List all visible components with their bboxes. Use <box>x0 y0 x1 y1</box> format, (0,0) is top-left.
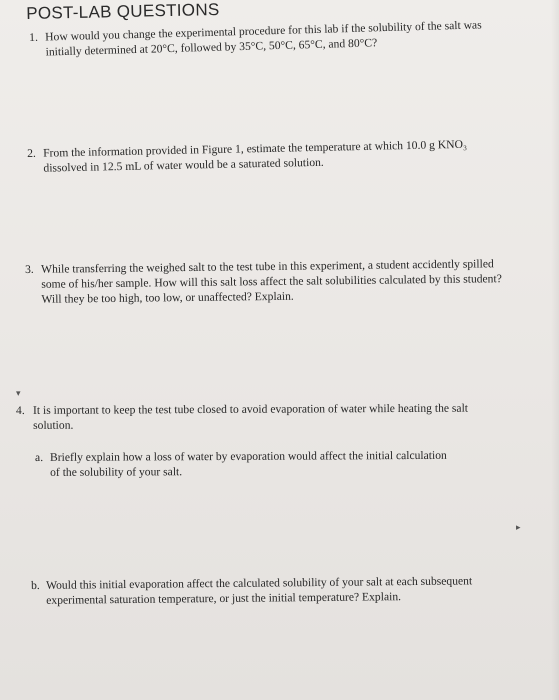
question-text: While transferring the weighed salt to the test tube in this experiment, a student accidently spilled some of his/her sample. How will this salt loss affect the salt solubilities calculated by this student? Will they be too high, too low, or unaffected? Explain. <box>41 257 502 306</box>
subquestion-text: Briefly explain how a loss of water by evaporation would affect the initial calculation of the solubility of your salt. <box>50 448 447 479</box>
question-1 <box>29 17 500 60</box>
page-title: POST-LAB QUESTIONS <box>26 0 220 23</box>
subquestion-letter: a. <box>35 450 44 464</box>
question-number: 4. <box>16 403 25 417</box>
page-edge-shadow <box>551 0 559 700</box>
subquestion-b <box>31 573 491 608</box>
question-3 <box>25 256 516 307</box>
question-number: 3. <box>25 262 34 276</box>
stray-mark: ▾ <box>16 388 21 398</box>
question-4 <box>16 400 496 433</box>
question-text: From the information provided in Figure 1, estimate the temperature at which 10.0 g KNO₃ dissolved in 12.5 mL of water would be a saturated solution. <box>43 137 468 175</box>
subquestion-letter: b. <box>31 578 40 592</box>
question-number: 2. <box>27 146 36 160</box>
stray-mark: ▸ <box>516 522 521 532</box>
question-2 <box>27 136 508 176</box>
question-text: How would you change the experimental procedure for this lab if the solubility of the salt was initially determined at 20°C, followed by 35°C, 50°C, 65°C, and 80°C? <box>45 18 482 59</box>
question-number: 1. <box>29 30 39 44</box>
subquestion-text: Would this initial evaporation affect the calculated solubility of your salt at each subsequent experimental saturation temperature, or just the initial temperature? Explain. <box>46 574 473 607</box>
subquestion-a <box>35 448 455 480</box>
question-text: It is important to keep the test tube closed to avoid evaporation of water while heating the salt solution. <box>33 401 469 432</box>
